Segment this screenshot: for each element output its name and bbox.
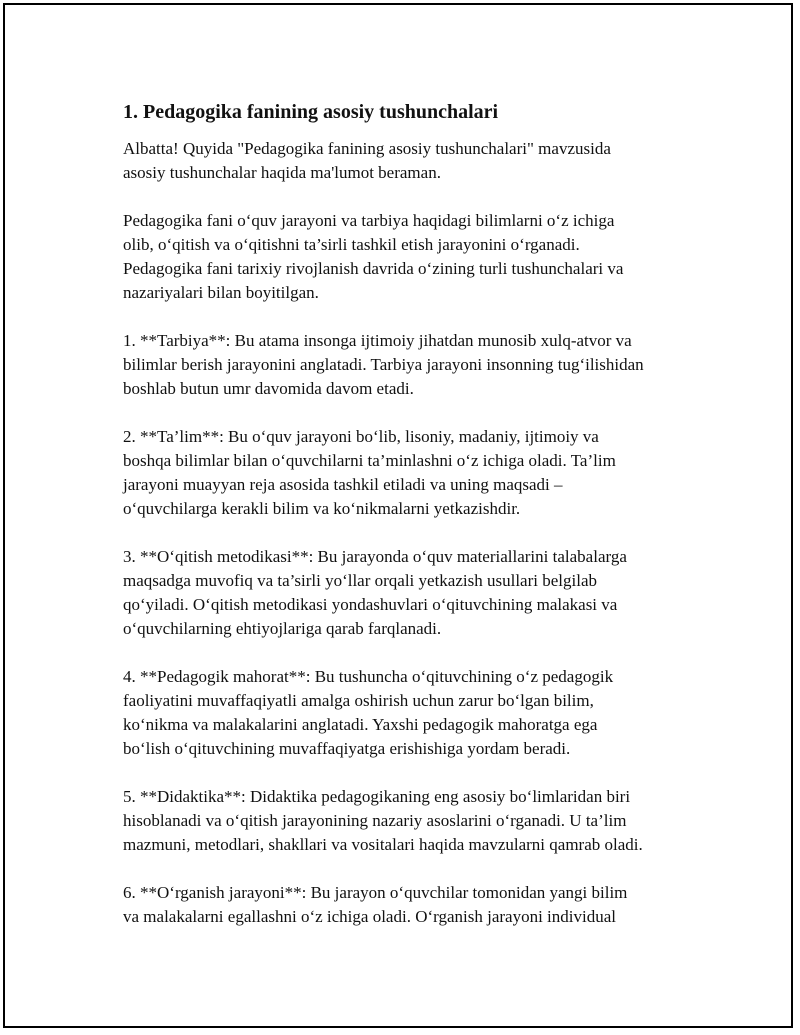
- paragraph-line: Pedagogika fani tarixiy rivojlanish davrida o‘zining turli tushunchalari va: [123, 259, 624, 278]
- paragraph-line: nazariyalari bilan boyitilgan.: [123, 283, 319, 302]
- paragraph-line: asosiy tushunchalar haqida ma'lumot beraman.: [123, 163, 441, 182]
- document-body: [123, 99, 723, 953]
- paragraph-line: 1. **Tarbiya**: Bu atama insonga ijtimoiy jihatdan munosib xulq-atvor va: [123, 331, 632, 350]
- paragraph-item-3: [123, 545, 723, 641]
- paragraph-line: boshlab butun umr davomida davom etadi.: [123, 379, 414, 398]
- paragraph-line: 3. **O‘qitish metodikasi**: Bu jarayonda o‘quv materiallarini talabalarga: [123, 547, 627, 566]
- paragraph-line: maqsadga muvofiq va ta’sirli yo‘llar orqali yetkazish usullari belgilab: [123, 571, 597, 590]
- paragraph-line: mazmuni, metodlari, shakllari va vositalari haqida mavzularni qamrab oladi.: [123, 835, 643, 854]
- paragraph-line: va malakalarni egallashni o‘z ichiga oladi. O‘rganish jarayoni individual: [123, 907, 616, 926]
- paragraph-item-4: [123, 665, 723, 761]
- paragraph-item-6: [123, 881, 723, 929]
- paragraph-line: 4. **Pedagogik mahorat**: Bu tushuncha o‘qituvchining o‘z pedagogik: [123, 667, 614, 686]
- paragraph-line: o‘quvchilarga kerakli bilim va ko‘nikmalarni yetkazishdir.: [123, 499, 521, 518]
- paragraph-item-5: [123, 785, 723, 857]
- paragraph-line: o‘quvchilarning ehtiyojlariga qarab farqlanadi.: [123, 619, 442, 638]
- paragraph-line: hisoblanadi va o‘qitish jarayonining nazariy asoslarini o‘rganadi. U ta’lim: [123, 811, 627, 830]
- paragraph-overview: [123, 209, 723, 305]
- paragraph-line: bilimlar berish jarayonini anglatadi. Tarbiya jarayoni insonning tug‘ilishidan: [123, 355, 644, 374]
- paragraph-line: boshqa bilimlar bilan o‘quvchilarni ta’minlashni o‘z ichiga oladi. Ta’lim: [123, 451, 616, 470]
- document-heading: 1. Pedagogika fanining asosiy tushunchalari: [123, 101, 499, 123]
- paragraph-line: olib, o‘qitish va o‘qitishni ta’sirli tashkil etish jarayonini o‘rganadi.: [123, 235, 580, 254]
- paragraph-line: 2. **Ta’lim**: Bu o‘quv jarayoni bo‘lib, lisoniy, madaniy, ijtimoiy va: [123, 427, 599, 446]
- paragraph-item-1: [123, 329, 723, 401]
- paragraph-line: faoliyatini muvaffaqiyatli amalga oshirish uchun zarur bo‘lgan bilim,: [123, 691, 594, 710]
- paragraph-line: jarayoni muayyan reja asosida tashkil etiladi va uning maqsadi –: [123, 475, 563, 494]
- paragraph-line: Albatta! Quyida "Pedagogika fanining asosiy tushunchalari" mavzusida: [123, 139, 611, 158]
- paragraph-line: qo‘yiladi. O‘qitish metodikasi yondashuvlari o‘qituvchining malakasi va: [123, 595, 618, 614]
- paragraph-intro: [123, 137, 723, 185]
- page-frame: [3, 3, 793, 1028]
- paragraph-line: 6. **O‘rganish jarayoni**: Bu jarayon o‘quvchilar tomonidan yangi bilim: [123, 883, 628, 902]
- paragraph-line: 5. **Didaktika**: Didaktika pedagogikaning eng asosiy bo‘limlaridan biri: [123, 787, 631, 806]
- paragraph-line: ko‘nikma va malakalarini anglatadi. Yaxshi pedagogik mahoratga ega: [123, 715, 598, 734]
- paragraph-line: bo‘lish o‘qituvchining muvaffaqiyatga erishishiga yordam beradi.: [123, 739, 571, 758]
- paragraph-item-2: [123, 425, 723, 521]
- paragraph-line: Pedagogika fani o‘quv jarayoni va tarbiya haqidagi bilimlarni o‘z ichiga: [123, 211, 615, 230]
